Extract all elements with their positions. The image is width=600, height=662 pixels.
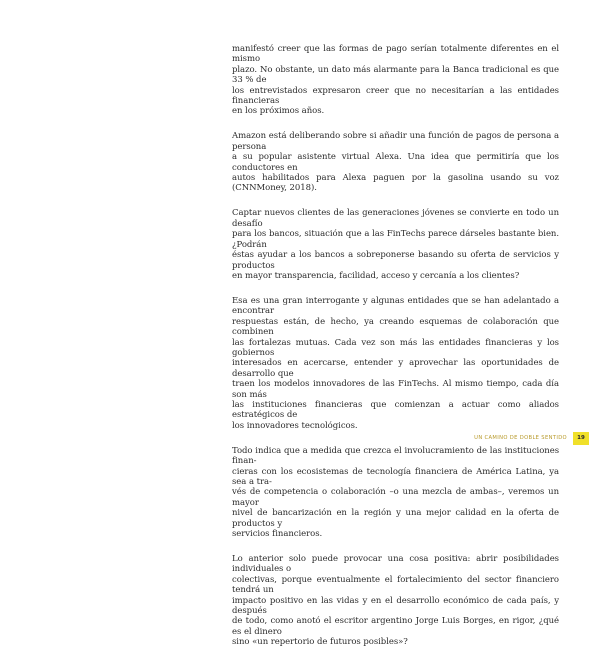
paragraph-5: Todo indica que a medida que crezca el involucramiento de las instituciones finan- cieras con los ecosistemas de tecnología financiera de América Latina, ya sea a tra- vés de competencia o colaboración –o una mezcla de ambas–, veremos un mayor nivel de bancarización en la región y una mejor calidad en la oferta de productos y servicios financieros. (232, 445, 559, 540)
body-text (232, 44, 559, 662)
paragraph-2: Amazon está deliberando sobre si añadir una función de pagos de persona a persona a su popular asistente virtual Alexa. Una idea que permitiría que los conductores en autos habilitados para Alexa paguen por la gasolina usando su voz (CNNMoney, 2018). (232, 131, 559, 194)
paragraph-6: Lo anterior solo puede provocar una cosa positiva: abrir posibilidades individuales o colectivas, porque eventualmente el fortalecimiento del sector financiero tendrá un impacto positivo en las vidas y en el desarrollo económico de cada país, y después de todo, como anotó el escritor argentino Jorge Luis Borges, en rigor, ¿qué es el dinero sino «un repertorio de futuros posibles»? (232, 554, 559, 648)
page-number: 19 (573, 432, 589, 445)
paragraph-4: Esa es una gran interrogante y algunas entidades que se han adelantado a encontrar respuestas están, de hecho, ya creando esquemas de colaboración que combinen las fortalezas mutuas. Cada vez son más las entidades financieras y los gobiernos interesados en acercarse, entender y aprovechar las oportunidades de desarrollo que traen los modelos innovadores de las FinTechs. Al mismo tiempo, cada día son más las instituciones financieras que comienzan a actuar como aliados estratégicos de los innovadores tecnológicos. (232, 295, 559, 431)
page-footer (0, 432, 600, 448)
paragraph-3: Captar nuevos clientes de las generaciones jóvenes se convierte en todo un desafío para los bancos, situación que a las FinTechs parece dárseles bastante bien. ¿Podrán éstas ayudar a los bancos a sobreponerse basando su oferta de servicios y productos en mayor transparencia, facilidad, acceso y cercanía a los clientes? (232, 208, 559, 281)
paragraph-1: manifestó creer que las formas de pago serían totalmente diferentes en el mismo plazo. No obstante, un dato más alarmante para la Banca tradicional es que 33 % de los entrevistados expresaron creer que no necesitarían a las entidades financieras en los próximos años. (232, 44, 559, 117)
running-footer-title: UN CAMINO DE DOBLE SENTIDO (474, 435, 567, 441)
